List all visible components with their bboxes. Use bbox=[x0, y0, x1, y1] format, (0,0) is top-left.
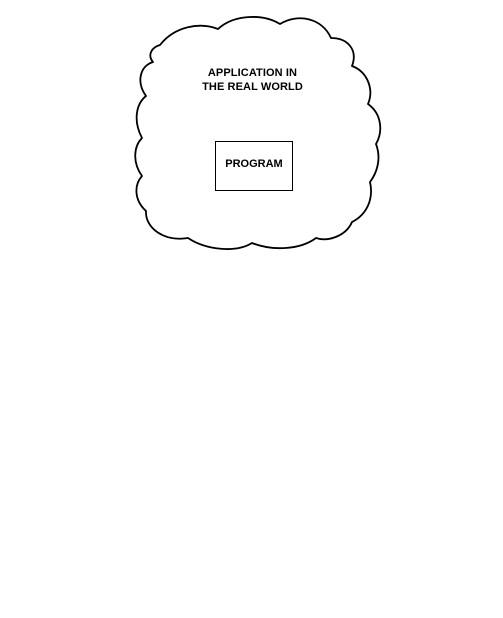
cloud-label-line-2: THE REAL WORLD bbox=[202, 81, 303, 93]
program-box bbox=[215, 141, 293, 191]
cloud-label-line-1: APPLICATION IN bbox=[207, 67, 298, 79]
cloud-outline bbox=[135, 17, 380, 249]
program-label: PROGRAM bbox=[225, 158, 283, 170]
cloud-label bbox=[180, 66, 325, 94]
